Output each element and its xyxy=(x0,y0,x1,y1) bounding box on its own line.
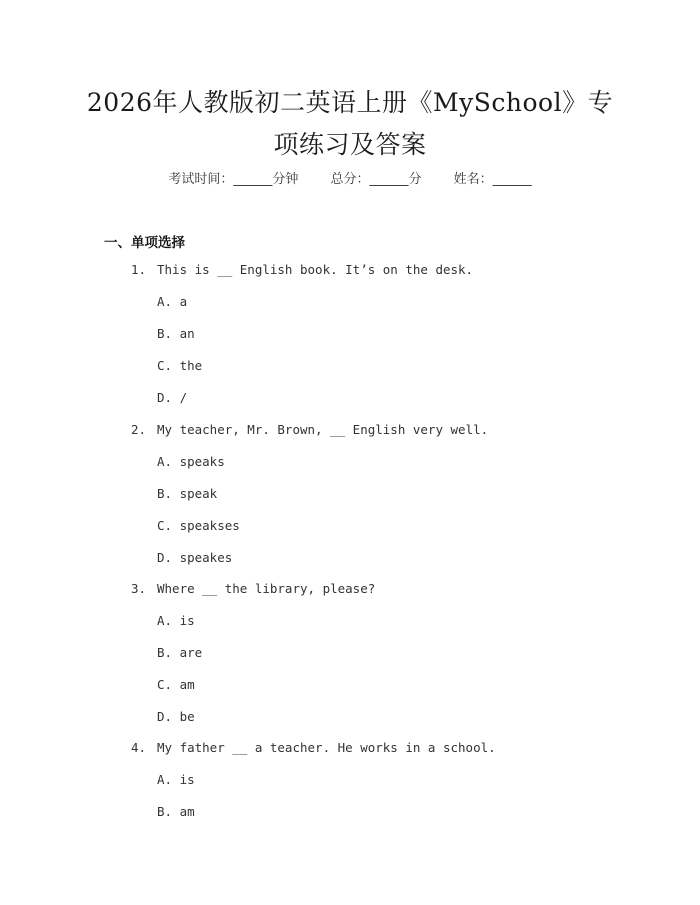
question xyxy=(131,262,473,277)
exam-name: 姓名：______ xyxy=(453,172,532,187)
question-number: 1. xyxy=(131,262,147,277)
option: A. is xyxy=(157,772,195,787)
option: B. are xyxy=(157,645,203,660)
question-text: My teacher, Mr. Brown, __ English very well. xyxy=(157,422,489,437)
option: C. am xyxy=(157,677,195,692)
option: A. a xyxy=(157,294,188,309)
option: B. am xyxy=(157,804,195,819)
title-line-2: 项练习及答案 xyxy=(273,130,427,159)
question-text: Where __ the library, please? xyxy=(157,581,376,596)
option: D. be xyxy=(157,709,195,724)
question-number: 2. xyxy=(131,422,147,437)
question xyxy=(131,581,375,596)
option: B. speak xyxy=(157,486,218,501)
exam-meta xyxy=(0,168,700,187)
exam-time: 考试时间：______分钟 xyxy=(168,172,299,187)
question-number: 3. xyxy=(131,581,147,596)
question-text: This is __ English book. It’s on the desk. xyxy=(157,262,474,277)
option: B. an xyxy=(157,326,195,341)
question-text: My father __ a teacher. He works in a school. xyxy=(157,740,496,755)
question xyxy=(131,740,496,755)
option: D. / xyxy=(157,390,188,405)
option: C. speakses xyxy=(157,518,240,533)
option: D. speakes xyxy=(157,550,233,565)
option: C. the xyxy=(157,358,203,373)
title-line-1: 2026年人教版初二英语上册《MySchool》专 xyxy=(86,88,614,117)
option: A. is xyxy=(157,613,195,628)
document-title xyxy=(0,82,700,166)
question-number: 4. xyxy=(131,740,147,755)
section-heading: 一、单项选择 xyxy=(104,235,185,251)
option: A. speaks xyxy=(157,454,225,469)
exam-score: 总分：______分 xyxy=(330,172,422,187)
question xyxy=(131,422,488,437)
